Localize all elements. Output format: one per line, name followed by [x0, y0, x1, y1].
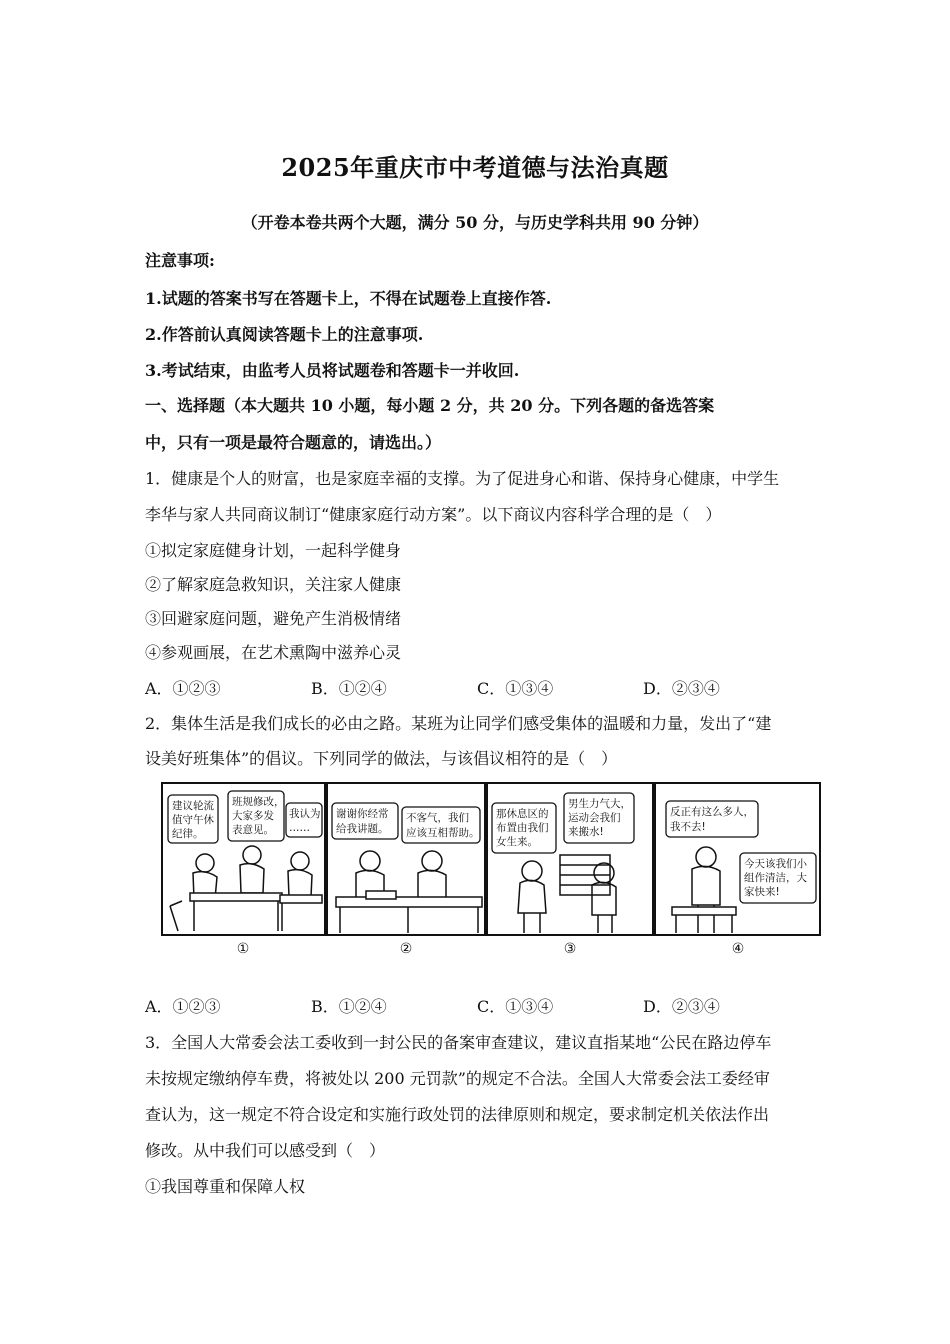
q2-stem: 设美好班集体”的倡议。下列同学的做法，与该倡议相符的是（ ） [145, 749, 618, 768]
q1-option-d[interactable]: D．②③④ [643, 679, 720, 698]
panel1-bubble-1 [168, 795, 218, 843]
comic-label-3: ③ [563, 941, 577, 957]
svg-text:谢谢你经常: 谢谢你经常 [336, 808, 389, 820]
exam-subtitle: （开卷本卷共两个大题，满分 50 分，与历史学科共用 90 分钟） [241, 213, 709, 232]
q1-item: ②了解家庭急救知识，关注家人健康 [145, 575, 402, 594]
notice-item: 3.考试结束，由监考人员将试题卷和答题卡一并收回. [145, 361, 520, 380]
comic-label-4: ④ [731, 941, 745, 957]
svg-text:应该互相帮助。: 应该互相帮助。 [406, 827, 480, 839]
q2-options [145, 994, 809, 1017]
svg-text:女生来。: 女生来。 [496, 836, 538, 848]
svg-text:……: …… [289, 822, 310, 834]
svg-text:不客气，我们: 不客气，我们 [406, 812, 469, 824]
svg-text:我认为: 我认为 [289, 808, 321, 820]
q2-option-b[interactable]: B．①②④ [311, 997, 387, 1016]
svg-text:来搬水!: 来搬水! [568, 826, 604, 838]
comic-label-2: ② [399, 941, 413, 957]
q1-option-c[interactable]: C．①③④ [477, 679, 554, 698]
svg-text:布置由我们: 布置由我们 [496, 822, 549, 834]
section-heading-cont: 中，只有一项是最符合题意的，请选出。） [145, 433, 442, 452]
panel4-bubble-2 [740, 853, 816, 903]
svg-text:家快来!: 家快来! [744, 886, 780, 898]
section-heading: 一、选择题（本大题共 10 小题，每小题 2 分，共 20 分。下列各题的备选答案 [145, 396, 715, 415]
q3-item: ①我国尊重和保障人权 [145, 1177, 306, 1196]
svg-text:大家多发: 大家多发 [232, 810, 274, 822]
svg-text:班规修改，: 班规修改， [232, 796, 285, 808]
svg-text:那休息区的: 那休息区的 [496, 808, 549, 820]
panel2-bubble-1 [332, 803, 398, 839]
svg-text:反正有这么多人，: 反正有这么多人， [670, 806, 754, 818]
q2-option-d[interactable]: D．②③④ [643, 997, 720, 1016]
comic-label-1: ① [236, 941, 250, 957]
svg-text:建议轮流: 建议轮流 [172, 800, 214, 812]
q3-stem: 3．全国人大常委会法工委收到一封公民的备案审查建议，建议直指某地“公民在路边停车 [145, 1033, 772, 1052]
q3-stem: 未按规定缴纳停车费，将被处以 200 元罚款”的规定不合法。全国人大常委会法工委经审 [145, 1069, 770, 1088]
notice-item: 2.作答前认真阅读答题卡上的注意事项. [145, 325, 424, 344]
svg-text:男生力气大，: 男生力气大， [568, 798, 631, 810]
q1-option-a[interactable]: A．①②③ [145, 679, 221, 698]
q3-stem: 查认为，这一规定不符合设定和实施行政处罚的法律原则和规定，要求制定机关依法作出 [145, 1105, 770, 1124]
panel2-bubble-2 [402, 807, 480, 843]
q2-option-a[interactable]: A．①②③ [145, 997, 221, 1016]
notice-item: 1.试题的答案书写在答题卡上，不得在试题卷上直接作答. [145, 289, 552, 308]
q1-stem: 1．健康是个人的财富，也是家庭幸福的支撑。为了促进身心和谐、保持身心健康，中学生 [145, 469, 780, 488]
svg-text:值守午休: 值守午休 [172, 814, 214, 826]
q1-item: ①拟定家庭健身计划，一起科学健身 [145, 541, 402, 560]
q1-option-b[interactable]: B．①②④ [311, 679, 387, 698]
page-title: 2025年重庆市中考道德与法治真题 [281, 153, 669, 182]
svg-text:我不去!: 我不去! [670, 821, 706, 833]
notice-heading: 注意事项: [145, 251, 215, 270]
svg-text:今天该我们小: 今天该我们小 [744, 858, 807, 870]
comic-strip [160, 781, 822, 959]
q2-stem: 2．集体生活是我们成长的必由之路。某班为让同学们感受集体的温暖和力量，发出了“建 [145, 714, 772, 733]
panel1-bubble-2 [228, 791, 285, 841]
q2-option-c[interactable]: C．①③④ [477, 997, 554, 1016]
panel3-bubble-1 [492, 803, 556, 853]
svg-text:运动会我们: 运动会我们 [568, 812, 621, 824]
panel4-bubble-1 [666, 801, 758, 837]
svg-text:纪律。: 纪律。 [172, 828, 204, 840]
q1-item: ③回避家庭问题，避免产生消极情绪 [145, 609, 402, 628]
panel3-bubble-2 [564, 793, 634, 843]
panel1-bubble-3 [286, 803, 322, 837]
q3-stem: 修改。从中我们可以感受到（ ） [145, 1141, 386, 1160]
svg-text:表意见。: 表意见。 [232, 824, 274, 836]
q1-stem: 李华与家人共同商议制订“健康家庭行动方案”。以下商议内容科学合理的是（ ） [145, 505, 722, 524]
svg-text:组作清洁，大: 组作清洁，大 [744, 872, 807, 884]
q1-options [145, 676, 809, 699]
svg-text:给我讲题。: 给我讲题。 [336, 823, 389, 835]
q1-item: ④参观画展，在艺术熏陶中滋养心灵 [145, 643, 402, 662]
